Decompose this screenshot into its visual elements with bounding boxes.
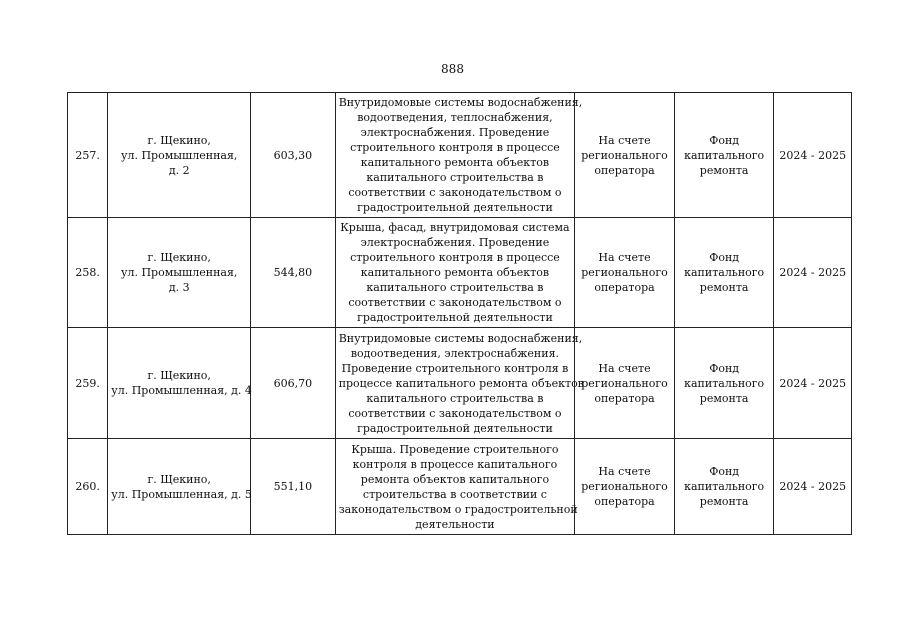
- works-line: водоотведения, электроснабжения.: [350, 346, 560, 360]
- area-cell: 606,70: [251, 328, 336, 439]
- funding-source-line: капитального: [684, 376, 765, 390]
- works-line: Крыша, фасад, внутридомовая система: [340, 221, 570, 234]
- works-line: капитального строительства в: [366, 171, 544, 184]
- works-line: капитального строительства в: [366, 391, 544, 405]
- works-line: электроснабжения. Проведение: [360, 126, 550, 139]
- table-row: [68, 328, 852, 439]
- funding-source-line: Фонд: [709, 361, 740, 375]
- account-cell: [575, 439, 675, 535]
- works-line: градостроительной деятельности: [357, 311, 553, 324]
- area-cell: 551,10: [251, 439, 336, 535]
- works-line: соответствии с законодательством о: [348, 186, 562, 199]
- account-line: оператора: [594, 391, 655, 405]
- area-cell: 544,80: [251, 218, 336, 328]
- address-line: ул. Промышленная,: [121, 266, 238, 279]
- period-cell: 2024 - 2025: [774, 328, 852, 439]
- table-row: [68, 218, 852, 328]
- row-number-cell: 257.: [68, 93, 108, 218]
- works-line: Внутридомовые системы водоснабжения,: [338, 331, 583, 345]
- area-cell: 603,30: [251, 93, 336, 218]
- works-cell: [335, 328, 584, 439]
- works-cell: [335, 439, 578, 535]
- works-line: водоотведения, теплоснабжения,: [357, 111, 553, 124]
- account-line: На счете: [598, 251, 651, 264]
- works-cell: [335, 218, 575, 328]
- funding-source-line: капитального: [684, 480, 765, 493]
- period-cell: 2024 - 2025: [774, 439, 852, 535]
- address-line: д. 2: [168, 163, 190, 177]
- address-line: г. Щекино,: [147, 472, 211, 486]
- works-line: ремонта объектов капитального: [360, 472, 550, 486]
- address-line: г. Щекино,: [147, 369, 211, 382]
- address-line: ул. Промышленная, д. 4: [111, 384, 252, 397]
- works-line: градостроительной деятельности: [357, 421, 553, 435]
- account-cell: [575, 93, 675, 218]
- address-cell: [108, 328, 251, 439]
- works-line: строительства в соответствии с: [362, 487, 547, 501]
- page-number: 888: [441, 62, 464, 76]
- address-cell: [108, 93, 251, 218]
- repair-registry-table: [67, 92, 852, 535]
- account-line: оператора: [594, 163, 655, 177]
- funding-source-line: ремонта: [699, 163, 749, 177]
- funding-source-line: Фонд: [709, 465, 740, 478]
- table-row: [68, 93, 852, 218]
- period-cell: 2024 - 2025: [774, 218, 852, 328]
- account-cell: [575, 328, 675, 439]
- works-line: Внутридомовые системы водоснабжения,: [338, 96, 583, 109]
- works-line: капитального ремонта объектов: [360, 156, 550, 169]
- table-row: [68, 439, 852, 535]
- works-line: строительного контроля в процессе: [350, 141, 560, 154]
- funding-source-line: ремонта: [699, 391, 749, 405]
- address-line: г. Щекино,: [147, 251, 211, 264]
- address-line: ул. Промышленная,: [121, 148, 238, 162]
- funding-source-line: капитального: [684, 148, 765, 162]
- works-cell: [335, 93, 583, 218]
- row-number-cell: 260.: [68, 439, 108, 535]
- funding-source-cell: [674, 328, 774, 439]
- address-cell: [108, 439, 251, 535]
- funding-source-cell: [674, 93, 774, 218]
- account-line: оператора: [594, 495, 655, 508]
- account-line: На счете: [598, 361, 651, 375]
- row-number-cell: 259.: [68, 328, 108, 439]
- funding-source-cell: [674, 439, 774, 535]
- funding-source-cell: [674, 218, 774, 328]
- account-line: регионального: [581, 148, 668, 162]
- account-line: регионального: [581, 480, 668, 493]
- address-line: д. 3: [168, 281, 190, 294]
- works-line: деятельности: [415, 517, 495, 531]
- funding-source-line: Фонд: [709, 133, 740, 147]
- account-line: регионального: [581, 266, 668, 279]
- works-line: соответствии с законодательством о: [348, 296, 562, 309]
- account-cell: [575, 218, 675, 328]
- works-line: законодательством о градостроительной: [338, 502, 578, 516]
- works-line: Крыша. Проведение строительного: [351, 442, 559, 456]
- works-line: электроснабжения. Проведение: [360, 236, 550, 249]
- funding-source-line: ремонта: [699, 495, 749, 508]
- account-line: На счете: [598, 133, 651, 147]
- row-number-cell: 258.: [68, 218, 108, 328]
- funding-source-line: ремонта: [699, 281, 749, 294]
- address-line: г. Щекино,: [147, 133, 211, 147]
- account-line: регионального: [581, 376, 668, 390]
- funding-source-line: Фонд: [709, 251, 740, 264]
- address-line: ул. Промышленная, д. 5: [111, 487, 252, 501]
- works-line: контроля в процессе капитального: [352, 457, 558, 471]
- account-line: На счете: [598, 465, 651, 478]
- works-line: капитального строительства в: [366, 281, 544, 294]
- works-line: соответствии с законодательством о: [348, 406, 562, 420]
- works-line: процессе капитального ремонта объектов: [338, 376, 584, 390]
- works-line: капитального ремонта объектов: [360, 266, 550, 279]
- period-cell: 2024 - 2025: [774, 93, 852, 218]
- works-line: градостроительной деятельности: [357, 201, 553, 214]
- account-line: оператора: [594, 281, 655, 294]
- funding-source-line: капитального: [684, 266, 765, 279]
- works-line: строительного контроля в процессе: [350, 251, 560, 264]
- works-line: Проведение строительного контроля в: [341, 361, 569, 375]
- address-cell: [108, 218, 251, 328]
